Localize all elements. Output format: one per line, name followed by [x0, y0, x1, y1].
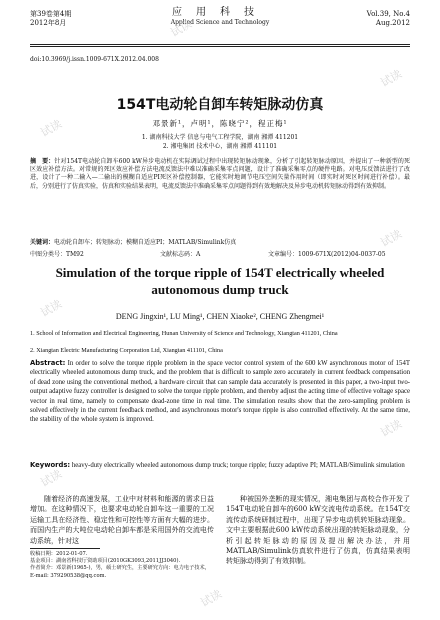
keywords-cn-label: 关键词：	[30, 239, 55, 246]
affiliation-en-1: 1. School of Information and Electrical Engineering, Hunan University of Science and Technology, Xiangtan 411201, China	[30, 330, 338, 337]
header-center	[30, 8, 410, 27]
title-cn: 154T电动轮自卸车转矩脉动仿真	[116, 97, 324, 113]
watermark: 试读	[38, 297, 65, 320]
authors-en: DENG Jingxin¹, LU Ming¹, CHEN Xiaoke², CHENG Zhengmei¹	[115, 312, 325, 321]
watermark: 试读	[38, 467, 65, 490]
running-header	[30, 6, 410, 42]
keywords-en-text: heavy-duty electrically wheeled autonomous dump truck; torque ripple; fuzzy adaptive PI; MATLAB/Simulink simulation	[71, 462, 405, 469]
header-date-cn: 2012年8月	[30, 19, 67, 27]
abstract-en	[30, 359, 410, 425]
document-code: 文献标志码：A	[160, 251, 201, 258]
watermark: 试读	[168, 17, 195, 40]
keywords-cn	[30, 239, 410, 247]
watermark: 试读	[378, 67, 405, 90]
keywords-en-label: Keywords:	[30, 461, 71, 469]
body-right-column: 种被国外垄断的现实情况，湘电集团与高校合作开发了154T电动轮自卸车的600 kW交流电传动系统。在154T交流传动系统研制过程中，出现了异步电动机转矩脉动现象。文中主要根据此600 kW传动系统出现的转矩脉动现象，分析引起转矩脉动的原因及提出解决办法，并用MATLAB/Simulink仿真软件进行了仿真，仿真结果表明转矩脉动得到了有效抑制。	[226, 495, 410, 566]
abstract-cn-label: 摘 要：	[30, 158, 55, 165]
footnote-author: 作者简介：邓景新(1965-)，男，硕士研究生，主要研究方向：电力电子技术，E-mail: 379290538@qq.com.	[30, 565, 210, 579]
keywords-en	[30, 461, 410, 470]
affiliation-en-2: 2. Xiangtan Electric Manufacturing Corporation Ltd, Xiangtan 411101, China	[30, 347, 223, 354]
affiliation-cn-2: 2. 湘电集团 技术中心，湖南 湘潭 411101	[162, 143, 278, 150]
header-right	[367, 10, 410, 28]
article-number: 文章编号：1009-671X(2012)04-0037-05	[268, 251, 386, 258]
body-left-column: 随着经济的高速发展，工业中对材料和能源的需求日益增加。在这种情况下，也要求电动轮自卸车这一重要的工况运输工具在经济性、稳定性和可控性等方面有大幅的进步。而国内生产的大吨位电动轮自卸车都是采用国外的交流电传动系统，针对这	[30, 495, 214, 545]
doi: doi:10.3969/j.issn.1009-671X.2012.04.008	[30, 56, 159, 63]
footnote	[30, 551, 214, 580]
header-rule-bottom	[30, 46, 410, 47]
keywords-cn-text: 电动轮自卸车；转矩脉动；模糊自适应PI；MATLAB/Simulink仿真	[54, 239, 237, 246]
footnote-received: 收稿日期：2012-01-07.	[30, 551, 88, 557]
clc-number: 中图分类号：TM92	[30, 251, 84, 258]
journal-name-en: Applied Science and Technology	[170, 19, 270, 26]
watermark: 试读	[198, 587, 225, 610]
header-volume-en: Vol.39, No.4	[366, 10, 410, 18]
abstract-cn-text: 针对154T电动轮自卸车600 kW异步电动机在实际调试过程中出现转矩脉动现象，分析了引起转矩脉动原因，并提出了一种新型的死区效应补偿方法。对常规的死区效应补偿方法电流反馈法中难以准确采集零点问题，设计了准确采集零点的硬件电路。对电压反馈法进行了改进，设计了一种二输入—二输出的模糊自适应PI死区补偿控制器，它能实时地调节电压空间矢量作用时间（即实时对死区时间进行补偿）。最后，分别进行了仿真实验，仿真和实验结果表明，电流反馈法中准确采集零点问题得到有效地解决及异步电动机转矩脉动得到有效抑制。	[30, 158, 410, 190]
header-rule-top	[30, 44, 410, 45]
abstract-en-label: Abstract:	[30, 359, 66, 367]
abstract-cn	[30, 158, 410, 191]
header-volume-cn: 第39卷第4期	[30, 10, 72, 18]
authors-cn: 邓景新¹，卢明¹，陈晓宁²，程正梅¹	[152, 119, 288, 128]
watermark: 试读	[378, 227, 405, 250]
footnote-rule	[30, 548, 100, 549]
footnote-funding: 基金项目：湖南省科技厅资助项目(2010GK3093,2011JJ3040).	[30, 558, 181, 565]
abstract-en-text: In order to solve the torque ripple problem in the space vector control system of the 600 kW asynchronous motor of 154T electrically wheeled autonomous dump truck, and the problem that is difficult to sample zero accurately in current feedback compensation of dead zone using the conventional method, a hardware circuit that can sample data accurately is presented in this paper, a two-input two-output adaptive fuzzy controller is designed to solve the torque ripple problem, and thereby adjust the acting time of effective voltage space vector in real time, namely to compensate dead-zone time in real time. The simulation results show that the zero-sampling problem is solved effectively in the current feedback method, and asynchronous motor's torque ripple is also controlled effectively. At the same time, the stability of the whole system is improved.	[30, 360, 411, 424]
journal-name-cn: 应用科技	[172, 7, 268, 18]
header-date-en: Aug.2012	[375, 19, 410, 27]
watermark: 试读	[38, 117, 65, 140]
watermark: 试读	[378, 417, 405, 440]
affiliation-cn-1: 1. 湖南科技大学 信息与电气工程学院，湖南 湘潭 411201	[141, 134, 299, 141]
title-en: Simulation of the torque ripple of 154T electrically wheeled autonomous dump truck	[55, 265, 385, 297]
